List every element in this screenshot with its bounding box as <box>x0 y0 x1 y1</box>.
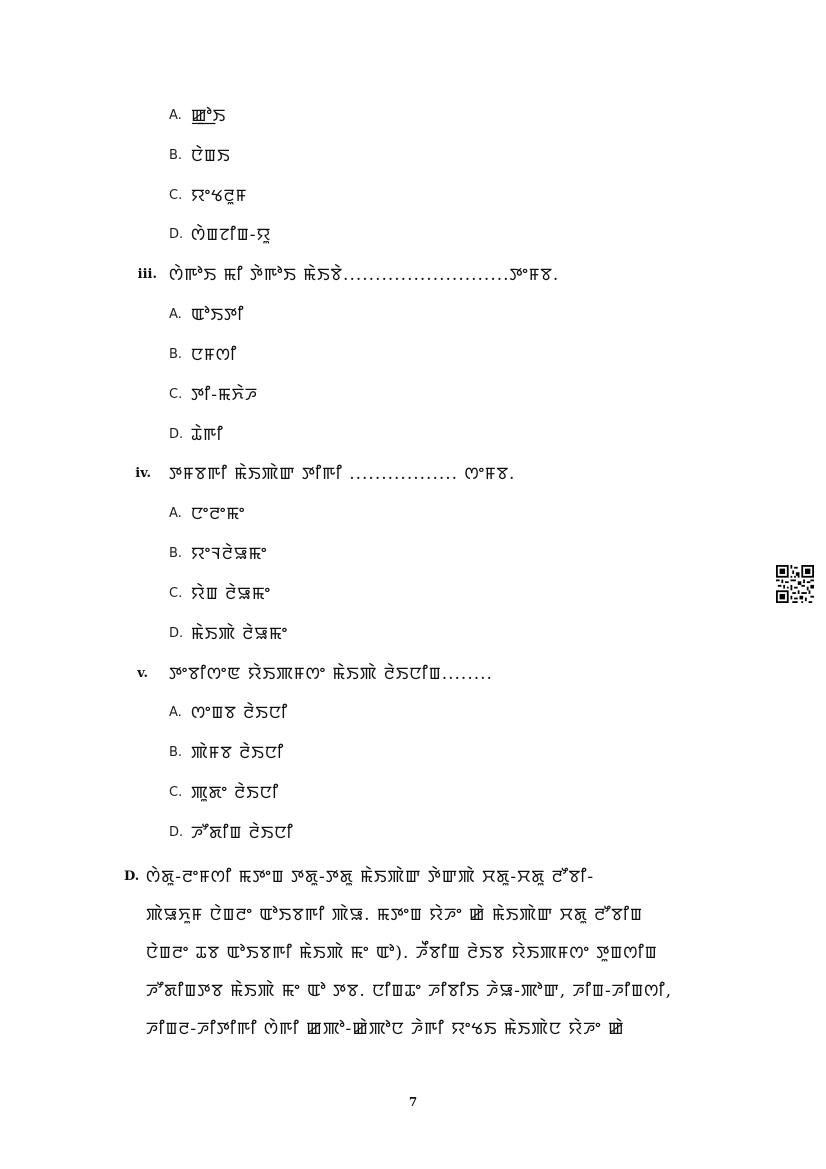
question-number: v. <box>137 665 148 681</box>
option-text: ꯇꯤ-ꯃꯈꯥꯍ <box>191 384 259 405</box>
option-letter: A. <box>169 306 182 322</box>
option-letter: C. <box>169 187 183 203</box>
q4-option-b <box>169 539 267 567</box>
option-text: ꯌꯦꯜꯂꯥꯎꯃꯦ <box>191 543 268 564</box>
option-text: ꯁꯦꯡꯕ ꯂꯥꯏꯅꯤ <box>191 702 289 723</box>
q5-option-d <box>169 818 294 846</box>
option-letter: D. <box>169 226 184 242</box>
paragraph-line: ꯍꯧꯗꯤꯡꯇꯕ ꯃꯥꯏꯄꯥ ꯃꯦ ꯑꯣ ꯇꯕ. ꯅꯤꯡꯊꯦ ꯍꯤꯕꯤꯏ ꯍꯥꯎ-ꯄꯣꯛ, ꯍꯤꯡ-ꯍꯤꯡꯁꯤ, <box>146 981 673 1001</box>
option-letter: A. <box>169 107 182 123</box>
q5-option-b <box>169 738 284 766</box>
option-text: ꯄꯥꯝꯕ ꯂꯥꯏꯅꯤ <box>191 742 285 763</box>
option-text: ꯌꯥꯡ ꯂꯥꯎꯃꯦ <box>191 583 271 604</box>
q2-option-a <box>169 101 226 129</box>
question-text: ꯇꯦꯕꯤꯁꯦꯟ ꯌꯥꯏꯄꯝꯁꯦ ꯃꯥꯏꯄꯥ ꯂꯥꯏꯅꯤꯡ........ <box>169 663 493 684</box>
page-number: 7 <box>408 1095 418 1109</box>
option-letter: A. <box>169 704 182 720</box>
option-letter: B. <box>169 744 183 760</box>
paragraph-line: ꯍꯤꯡꯂ-ꯍꯤꯇꯤꯒꯤ ꯁꯥꯒꯤ ꯀꯄꯣ-ꯀꯥꯄꯣꯅ ꯍꯥꯒꯤ ꯌꯦꯠꯏ ꯃꯥꯏꯄꯥꯅ ꯌꯥꯍꯦ ꯀꯥ <box>146 1019 625 1039</box>
q2-option-d <box>169 220 271 248</box>
question-text: ꯁꯥꯒꯣꯏ ꯃꯤ ꯇꯥꯒꯣꯏ ꯃꯥꯏꯕꯥ..........................ꯇꯦꯝꯕ. <box>169 264 560 285</box>
option-letter: D. <box>169 625 184 641</box>
question-iv <box>131 459 515 487</box>
paragraph-line: ꯄꯥꯎꯈꯨꯝ ꯅꯥꯡꯂꯦ ꯑꯣꯏꯕꯒꯤ ꯄꯥꯎ. ꯃꯇꯦꯡ ꯌꯥꯍꯦ ꯀꯥ ꯃꯥꯏꯄꯥꯛ ꯆꯗꯨ ꯂꯧꯕꯤꯡ <box>146 905 643 925</box>
qr-code-icon[interactable] <box>776 565 814 603</box>
option-text: ꯀ꯭ꯣꯏ <box>191 105 227 126</box>
q4-option-c <box>169 579 271 607</box>
option-letter: B. <box>169 545 183 561</box>
q5-option-c <box>169 778 279 806</box>
option-text: ꯅꯝꯁꯤ <box>191 344 238 365</box>
option-text: ꯅꯥꯡꯏ <box>191 145 231 166</box>
q3-option-c <box>169 380 258 408</box>
q5-option-a <box>169 698 288 726</box>
question-number: iv. <box>135 465 151 481</box>
option-letter: C. <box>169 386 183 402</box>
option-letter: B. <box>169 346 183 362</box>
option-text: ꯁꯥꯡꯖꯤꯡ-ꯌꯨ <box>191 224 272 245</box>
option-letter: C. <box>169 784 183 800</box>
paragraph-line: ꯅꯥꯡꯂꯦ ꯊꯕ ꯑꯣꯏꯕꯒꯤ ꯃꯥꯏꯄꯥ ꯃꯦ ꯑꯣ). ꯍꯩꯕꯤꯡ ꯂꯥꯏꯕ ꯌꯥꯏꯄꯝꯁꯦ ꯇꯨꯡꯁꯤꯡ <box>146 943 658 963</box>
question-text: ꯇꯝꯕꯒꯤ ꯃꯥꯏꯄꯥꯛ ꯇꯤꯒꯤ ................. ꯁꯦꯝꯕ. <box>169 463 516 484</box>
question-number: iii. <box>137 266 157 282</box>
section-d-paragraph <box>124 858 724 1048</box>
option-letter: C. <box>169 585 183 601</box>
q2-option-b <box>169 141 231 169</box>
q3-option-b <box>169 340 237 368</box>
option-text: ꯅꯦꯂꯦꯃꯦ <box>191 503 246 524</box>
section-label: D. <box>124 869 140 884</box>
option-text: ꯍꯧꯗꯤꯡ ꯂꯥꯏꯅꯤ <box>191 822 294 843</box>
option-text: ꯊꯥꯒꯤ <box>191 424 224 445</box>
option-text: ꯄꯨꯗꯦ ꯂꯥꯏꯅꯤ <box>191 782 280 803</box>
option-text: ꯃꯥꯏꯄꯥ ꯂꯥꯎꯃꯦ <box>191 623 288 644</box>
q2-option-c <box>169 181 247 209</box>
option-text: ꯌꯦꯠꯂꯨꯝ <box>191 185 248 206</box>
option-letter: A. <box>169 505 182 521</box>
option-letter: B. <box>169 147 183 163</box>
paragraph-line: ꯁꯥꯗꯨ-ꯂꯦꯝꯁꯤ ꯃꯇꯦꯡ ꯇꯗꯨ-ꯇꯗꯨ ꯃꯥꯏꯄꯥꯛ ꯇꯥꯛꯄꯥ ꯆꯗꯨ-ꯆꯗꯨ ꯂꯧꯕꯤ- <box>146 867 595 887</box>
question-iii <box>131 260 559 288</box>
q4-option-d <box>169 619 288 647</box>
q3-option-d <box>169 420 224 448</box>
q3-option-a <box>169 300 244 328</box>
option-letter: D. <box>169 824 184 840</box>
question-v <box>131 659 493 687</box>
option-text: ꯑꯣꯏꯇꯤ <box>191 304 245 325</box>
option-letter: D. <box>169 426 184 442</box>
q4-option-a <box>169 499 245 527</box>
